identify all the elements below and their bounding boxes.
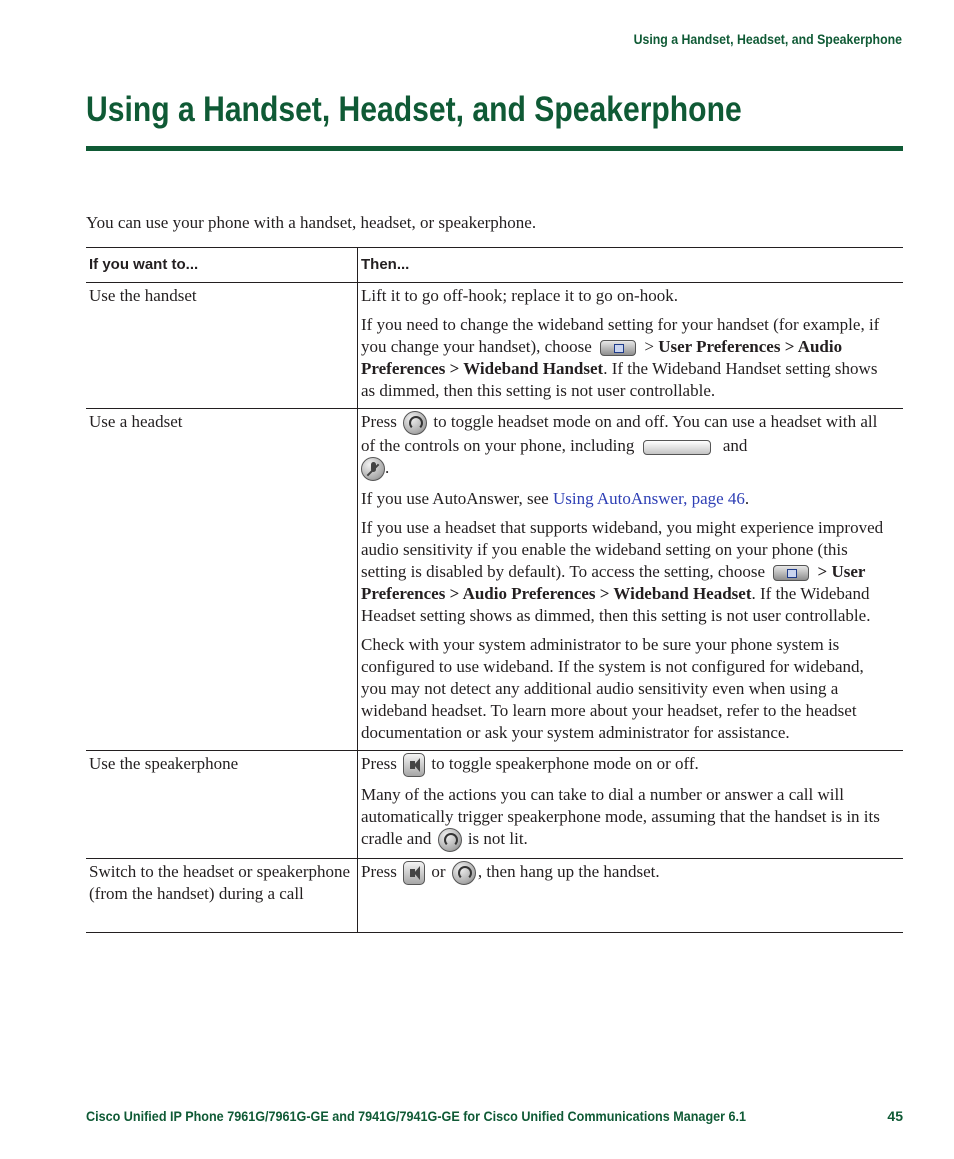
task-cell: Use the speakerphone: [86, 751, 358, 858]
action-cell: [358, 859, 903, 932]
text-run: .: [744, 489, 750, 509]
headset-button-icon: [438, 828, 462, 852]
text-run: . If the Wideband Headset setting shows as dimmed, then this setting is not user controllable.: [361, 584, 871, 626]
speaker-button-icon: [403, 861, 425, 885]
text-run: >: [640, 337, 659, 356]
text-paragraph: [361, 314, 893, 402]
text-run: , then hang up the handset.: [477, 862, 660, 882]
headset-button-icon: [403, 411, 427, 435]
text-run: is not lit.: [467, 829, 528, 849]
text-run: .: [385, 458, 390, 478]
title-rule: [86, 146, 903, 151]
table-row: [86, 751, 903, 859]
text-run: Many of the actions you can take to dial a number or answer a call will automatically trigger speakerphone mode, assuming that the handset is in its cradle and: [361, 785, 880, 849]
task-cell: Use the handset: [86, 283, 358, 408]
speaker-button-icon: [403, 753, 425, 777]
task-cell: Switch to the headset or speakerphone (from the handset) during a call: [86, 859, 358, 932]
autoanswer-link[interactable]: Using AutoAnswer, page 46: [552, 489, 745, 509]
text-paragraph: Check with your system administrator to be sure your phone system is configured to use wideband. If the system is not configured for wideband, you may not detect any additional audio sensitivity even when using a wideband headset. To learn more about your headset, refer to the headset documentation or ask your system administrator for assistance.: [361, 635, 864, 743]
text-run: Press: [361, 754, 397, 774]
column-header-task: If you want to...: [86, 248, 358, 282]
text-paragraph: [361, 488, 893, 510]
text-run: If you need to change the wideband setting for your handset (for example, if you change your handset), choose: [361, 315, 880, 356]
task-cell: Use a headset: [86, 409, 358, 750]
action-cell: [358, 751, 903, 858]
text-run: If you use AutoAnswer, see: [361, 489, 553, 509]
page-title: Using a Handset, Headset, and Speakerphone: [86, 90, 742, 129]
text-run: or: [431, 862, 446, 882]
text-paragraph: [361, 861, 893, 885]
action-cell: [358, 283, 903, 408]
page-number: 45: [887, 1108, 903, 1124]
running-header: Using a Handset, Headset, and Speakerphone: [633, 31, 902, 47]
text-paragraph: [361, 784, 893, 852]
text-paragraph: [361, 411, 893, 481]
settings-button-icon: [773, 565, 809, 581]
volume-button-icon: [643, 440, 711, 455]
text-run: to toggle headset mode on and off. You can use a headset with all of the controls on your phone, including: [361, 412, 878, 456]
text-run: If you use a headset that supports wideband, you might experience improved audio sensitivity if you enable the wideband setting on your phone (this setting is disabled by default). To access the setting, choose: [361, 518, 884, 582]
text-run: . If the Wideband Handset setting shows as dimmed, then this setting is not user controllable.: [361, 359, 878, 400]
mute-button-icon: [361, 457, 385, 481]
table-row: [86, 859, 903, 933]
text-paragraph: Lift it to go off-hook; replace it to go on-hook.: [361, 286, 678, 305]
table-row: [86, 283, 903, 409]
action-cell: [358, 409, 903, 750]
text-paragraph: [361, 517, 893, 627]
instructions-table: [86, 247, 903, 933]
text-run: to toggle speakerphone mode on or off.: [431, 754, 699, 774]
text-run: and: [722, 436, 748, 456]
footer-title: Cisco Unified IP Phone 7961G/7961G-GE and 7941G/7941G-GE for Cisco Unified Communications Manager 6.1: [86, 1108, 747, 1124]
text-paragraph: [361, 753, 893, 777]
column-header-action: Then...: [361, 256, 410, 273]
menu-path: > User Preferences > Audio Preferences > Wideband Headset: [361, 562, 866, 604]
table-row: [86, 409, 903, 751]
settings-button-icon: [600, 340, 636, 356]
headset-button-icon: [452, 861, 476, 885]
table-header-row: [86, 248, 903, 283]
intro-paragraph: You can use your phone with a handset, headset, or speakerphone.: [86, 213, 537, 232]
text-run: Press: [361, 412, 397, 431]
menu-path: User Preferences > Audio Preferences > Wideband Handset: [361, 337, 843, 378]
text-run: Press: [361, 862, 397, 882]
